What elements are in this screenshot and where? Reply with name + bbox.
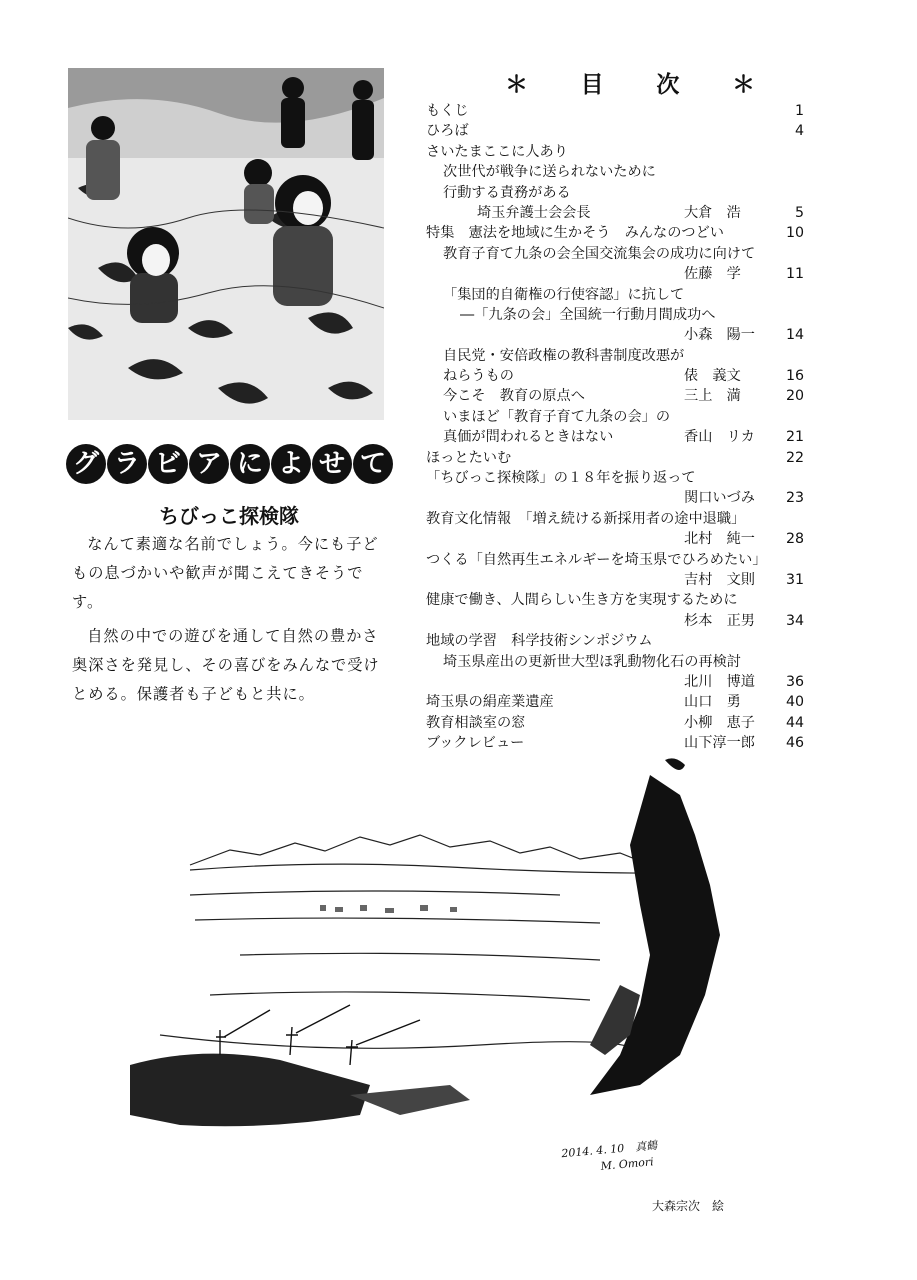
toc-entry (426, 427, 804, 447)
banner-char: に (230, 444, 270, 484)
toc-entry-title: 真価が問われるときはない (443, 429, 614, 446)
toc-heading-char: 次 (656, 72, 680, 98)
banner-char: て (353, 444, 393, 484)
toc-entry (426, 142, 804, 162)
artist-signature (561, 1138, 659, 1178)
toc-entry (426, 203, 804, 223)
toc-entry-page: 1 (794, 103, 804, 119)
toc-entry (426, 529, 804, 549)
toc-entry (426, 488, 804, 508)
toc-entry-title: ブックレビュー (426, 735, 525, 752)
toc-entry-title: さいたまここに人あり (426, 143, 568, 160)
toc-entry-author: 山口 勇 (684, 694, 741, 711)
toc-entry-author: 三上 満 (684, 388, 741, 405)
toc-entry-page: 23 (785, 490, 804, 507)
toc-entry-author: 小森 陽一 (684, 327, 755, 344)
toc-entry-title: 教育子育て九条の会全国交流集会の成功に向けて (443, 245, 756, 262)
toc-entry (426, 366, 804, 386)
toc-entry (426, 244, 804, 264)
signature-date: 2014. 4. 10 真鶴 (560, 1138, 658, 1161)
toc-entry (426, 652, 804, 672)
toc-entry-page: 4 (794, 123, 804, 140)
gravure-paragraph: 自然の中での遊びを通して自然の豊かさ奥深さを発見し、その喜びをみんなで受けとめる。保護者も子どもと共に。 (72, 627, 380, 703)
toc-entry-author: 山下淳一郎 (684, 735, 755, 752)
banner-char: ア (189, 444, 229, 484)
illustration-credit: 大森宗次 絵 (652, 1199, 725, 1213)
toc-entry-page: 20 (785, 388, 804, 405)
toc-entry (426, 407, 804, 427)
toc-entry-title: 自民党・安倍政権の教科書制度改悪が (443, 347, 685, 364)
toc-entry-title: 「集団的自衛権の行使容認」に抗して (443, 286, 685, 303)
toc-entry-title: ひろば (426, 123, 469, 140)
signature-name: M. Omori (600, 1155, 655, 1173)
toc-entry (426, 611, 804, 631)
gravure-banner (66, 444, 396, 484)
toc-entry-title: ほっとたいむ (426, 449, 512, 466)
toc-entry-title: 健康で働き、人間らしい生き方を実現するために (426, 592, 738, 609)
toc-list (426, 101, 804, 754)
toc-entry-page: 11 (785, 266, 804, 283)
gravure-photo (68, 68, 384, 420)
toc-entry (426, 121, 804, 141)
toc-entry-page: 36 (785, 673, 804, 690)
toc-entry-title: もくじ (426, 103, 469, 119)
toc-entry (426, 570, 804, 590)
banner-char: ラ (107, 444, 147, 484)
toc-entry-page: 31 (785, 571, 804, 588)
toc-entry-page: 16 (785, 368, 804, 385)
toc-entry-title: 教育文化情報 「増え続ける新採用者の途中退職」 (426, 510, 746, 527)
banner-char: ビ (148, 444, 188, 484)
toc-entry-title: 埼玉弁護士会会長 (477, 204, 591, 221)
toc-entry (426, 448, 804, 468)
toc-entry-author: 杉本 正男 (684, 612, 755, 629)
toc-entry-page: 44 (785, 714, 804, 731)
toc-entry-page: 10 (785, 225, 804, 242)
toc-entry-author: 俵 義文 (684, 368, 741, 385)
toc-entry-title: 行動する責務がある (443, 184, 571, 201)
toc-entry-title: いまほど「教育子育て九条の会」の (443, 408, 671, 425)
toc-entry-author: 吉村 文則 (684, 571, 755, 588)
toc-entry (426, 183, 804, 203)
toc-entry-author: 佐藤 学 (684, 266, 741, 283)
toc-entry-title: ねらうもの (443, 368, 514, 385)
toc-entry (426, 305, 804, 325)
toc-entry-title: つくる「自然再生エネルギーを埼玉県でひろめたい」 (426, 551, 767, 568)
gravure-title: ちびっこ探検隊 (159, 504, 299, 528)
toc-heading-char: ＊ (731, 72, 755, 98)
toc-heading (505, 66, 755, 99)
toc-entry (426, 285, 804, 305)
toc-entry-title: 今こそ 教育の原点へ (443, 388, 585, 405)
toc-entry (426, 672, 804, 692)
toc-entry (426, 386, 804, 406)
toc-entry-title: 「ちびっこ探検隊」の１８年を振り返って (426, 470, 696, 487)
toc-heading-char: ＊ (505, 72, 528, 98)
toc-entry-title: 教育相談室の窓 (426, 714, 526, 731)
toc-entry (426, 733, 804, 753)
toc-entry-author: 北川 博道 (684, 673, 755, 690)
toc-heading-char: 目 (580, 72, 604, 98)
toc-entry-page: 22 (785, 449, 804, 466)
toc-entry (426, 101, 804, 121)
banner-char: せ (312, 444, 352, 484)
toc-entry (426, 264, 804, 284)
toc-entry-title: 次世代が戦争に送られないために (443, 164, 656, 181)
toc-entry-page: 40 (785, 694, 804, 711)
toc-entry-page: 21 (785, 429, 804, 446)
toc-entry-page: 14 (785, 327, 804, 344)
toc-entry-title: ―「九条の会」全国統一行動月間成功へ (460, 306, 716, 323)
toc-entry (426, 509, 804, 529)
toc-entry (426, 325, 804, 345)
toc-entry (426, 590, 804, 610)
toc-entry (426, 692, 804, 712)
toc-entry-title: 特集 憲法を地域に生かそう みんなのつどい (426, 225, 724, 242)
toc-entry (426, 631, 804, 651)
toc-entry-page: 34 (785, 612, 804, 629)
toc-entry-author: 北村 純一 (684, 531, 755, 548)
toc-entry (426, 550, 804, 570)
toc-entry-author: 香山 リカ (684, 429, 755, 446)
toc-entry-page: 5 (794, 204, 804, 221)
toc-entry-title: 埼玉県産出の更新世大型ほ乳動物化石の再検討 (443, 653, 741, 670)
toc-entry-author: 関口いづみ (684, 490, 755, 507)
toc-entry-author: 大倉 浩 (684, 204, 741, 221)
toc-entry-author: 小柳 恵子 (684, 714, 755, 731)
toc-entry (426, 713, 804, 733)
toc-entry (426, 468, 804, 488)
toc-entry-page: 46 (785, 735, 804, 752)
banner-char: よ (271, 444, 311, 484)
toc-entry (426, 346, 804, 366)
toc-entry (426, 162, 804, 182)
gravure-paragraph: なんて素適な名前でしょう。今にも子どもの息づかいや歓声が聞こえてきそうです。 (72, 535, 379, 611)
toc-entry-page: 28 (785, 531, 804, 548)
toc-entry-title: 地域の学習 科学技術シンポジウム (426, 633, 653, 650)
banner-char: グ (66, 444, 106, 484)
toc-entry-title: 埼玉県の絹産業遺産 (426, 694, 554, 711)
landscape-sketch (120, 755, 730, 1140)
toc-entry (426, 223, 804, 243)
